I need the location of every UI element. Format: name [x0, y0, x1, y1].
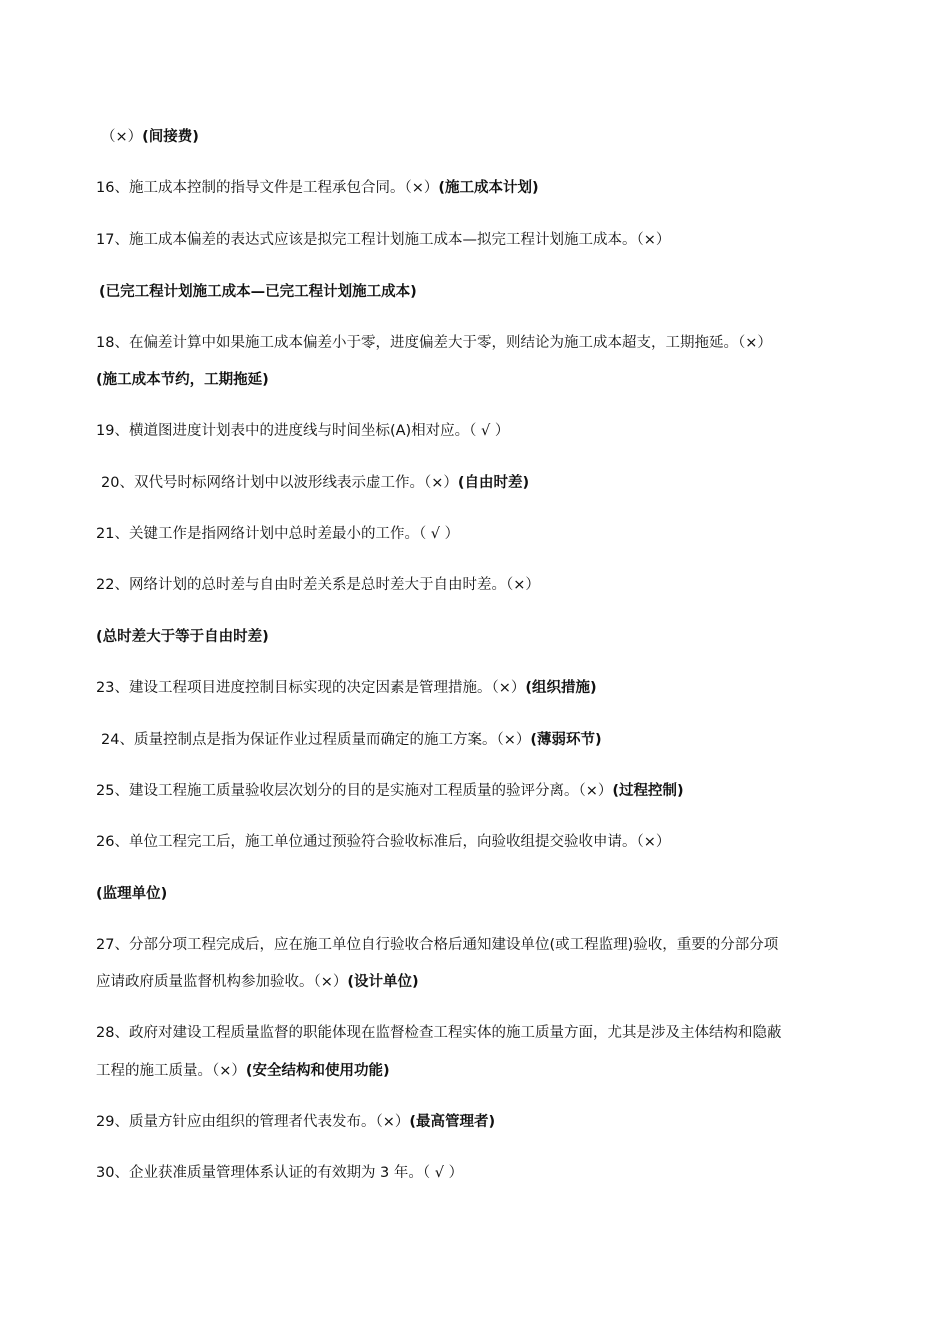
question-27-cont: 应请政府质量监督机构参加验收。（×）(设计单位)	[96, 974, 419, 990]
answer-22: (总时差大于等于自由时差)	[96, 629, 269, 645]
answer-line-15: （×）(间接费)	[101, 129, 199, 145]
question-25: 25、建设工程施工质量验收层次划分的目的是实施对工程质量的验评分离。（×）(过程控制)	[96, 783, 684, 799]
question-17: 17、施工成本偏差的表达式应该是拟完工程计划施工成本—拟完工程计划施工成本。（×）	[96, 232, 671, 248]
question-28: 28、政府对建设工程质量监督的职能体现在监督检查工程实体的施工质量方面，尤其是涉及主体结构和隐蔽	[96, 1025, 782, 1041]
question-27: 27、分部分项工程完成后，应在施工单位自行验收合格后通知建设单位(或工程监理)验收，重要的分部分项	[96, 937, 779, 953]
question-23: 23、建设工程项目进度控制目标实现的决定因素是管理措施。（×）(组织措施)	[96, 680, 597, 696]
question-28-cont: 工程的施工质量。（×）(安全结构和使用功能)	[96, 1063, 390, 1079]
answer-17: (已完工程计划施工成本—已完工程计划施工成本)	[99, 284, 417, 300]
question-22: 22、网络计划的总时差与自由时差关系是总时差大于自由时差。（×）	[96, 577, 540, 593]
answer-18: (施工成本节约，工期拖延)	[96, 372, 269, 388]
question-26: 26、单位工程完工后，施工单位通过预验符合验收标准后，向验收组提交验收申请。（×）	[96, 834, 671, 850]
question-18: 18、在偏差计算中如果施工成本偏差小于零，进度偏差大于零，则结论为施工成本超支，工期拖延。（×）	[96, 335, 772, 351]
question-16: 16、施工成本控制的指导文件是工程承包合同。（×）(施工成本计划)	[96, 180, 539, 196]
question-24: 24、质量控制点是指为保证作业过程质量而确定的施工方案。（×）(薄弱环节)	[101, 732, 602, 748]
answer-26: (监理单位)	[96, 886, 168, 902]
question-21: 21、关键工作是指网络计划中总时差最小的工作。（ √ ）	[96, 526, 460, 542]
question-19: 19、横道图进度计划表中的进度线与时间坐标(A)相对应。（ √ ）	[96, 423, 510, 439]
question-20: 20、双代号时标网络计划中以波形线表示虚工作。（×）(自由时差)	[101, 475, 530, 491]
question-29: 29、质量方针应由组织的管理者代表发布。（×）(最高管理者)	[96, 1114, 496, 1130]
question-30: 30、企业获准质量管理体系认证的有效期为 3 年。（ √ ）	[96, 1165, 464, 1181]
